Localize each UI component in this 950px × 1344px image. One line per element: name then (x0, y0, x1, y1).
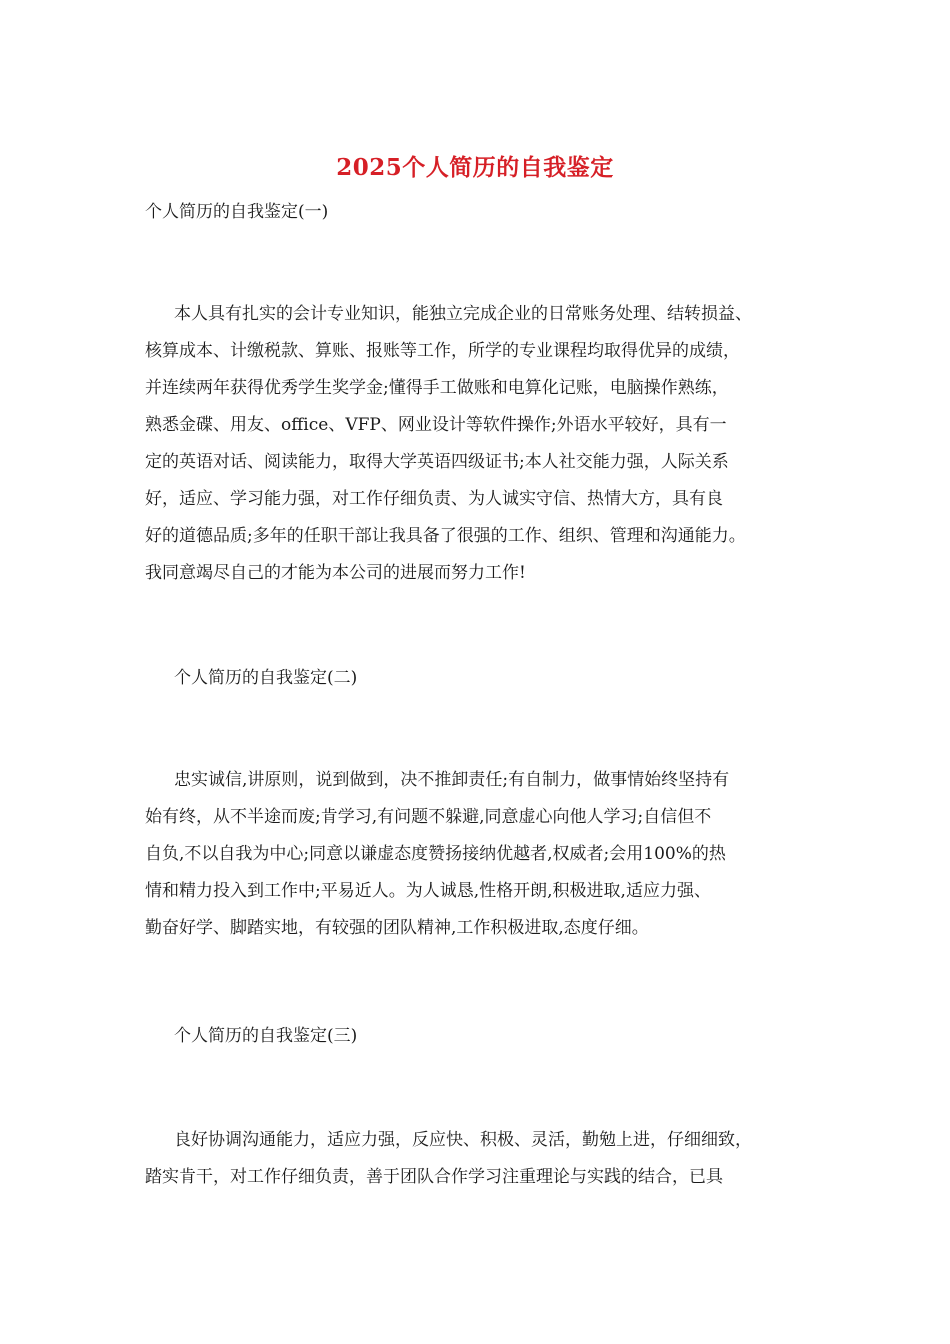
section-heading-1: 个人简历的自我鉴定(一) (145, 202, 329, 222)
body-line: 熟悉金碟、用友、office、VFP、网业设计等软件操作;外语水平较好，具有一 (145, 415, 727, 435)
section-body-2 (145, 762, 825, 947)
body-line: 自负,不以自我为中心;同意以谦虚态度赞扬接纳优越者,权威者;会用100%的热 (145, 844, 726, 864)
body-line: 忠实诚信,讲原则，说到做到，决不推卸责任;有自制力，做事情始终坚持有 (174, 770, 730, 790)
body-line: 本人具有扎实的会计专业知识，能独立完成企业的日常账务处理、结转损益、 (174, 304, 752, 324)
section-body-3 (145, 1122, 825, 1196)
body-line: 勤奋好学、脚踏实地，有较强的团队精神,工作积极进取,态度仔细。 (145, 918, 649, 938)
body-line: 定的英语对话、阅读能力，取得大学英语四级证书;本人社交能力强，人际关系 (145, 452, 729, 472)
section-heading-3: 个人简历的自我鉴定(三) (174, 1026, 358, 1046)
body-line: 良好协调沟通能力，适应力强，反应快、积极、灵活，勤勉上进，仔细细致， (174, 1130, 752, 1150)
body-line: 情和精力投入到工作中;平易近人。为人诚恳,性格开朗,积极进取,适应力强、 (145, 881, 711, 901)
body-line: 踏实肯干，对工作仔细负责，善于团队合作学习注重理论与实践的结合，已具 (145, 1167, 723, 1187)
section-body-1 (145, 296, 825, 592)
body-line: 我同意竭尽自己的才能为本公司的进展而努力工作! (145, 563, 526, 583)
section-heading-2: 个人简历的自我鉴定(二) (174, 668, 358, 688)
document-title: 2025个人简历的自我鉴定 (336, 154, 614, 181)
body-line: 好的道德品质;多年的任职干部让我具备了很强的工作、组织、管理和沟通能力。 (145, 526, 746, 546)
body-line: 核算成本、计缴税款、算账、报账等工作，所学的专业课程均取得优异的成绩， (145, 341, 740, 361)
body-line: 并连续两年获得优秀学生奖学金;懂得手工做账和电算化记账，电脑操作熟练， (145, 378, 729, 398)
body-line: 好，适应、学习能力强，对工作仔细负责、为人诚实守信、热情大方，具有良 (145, 489, 723, 509)
body-line: 始有终，从不半途而废;肯学习,有问题不躲避,同意虚心向他人学习;自信但不 (145, 807, 712, 827)
